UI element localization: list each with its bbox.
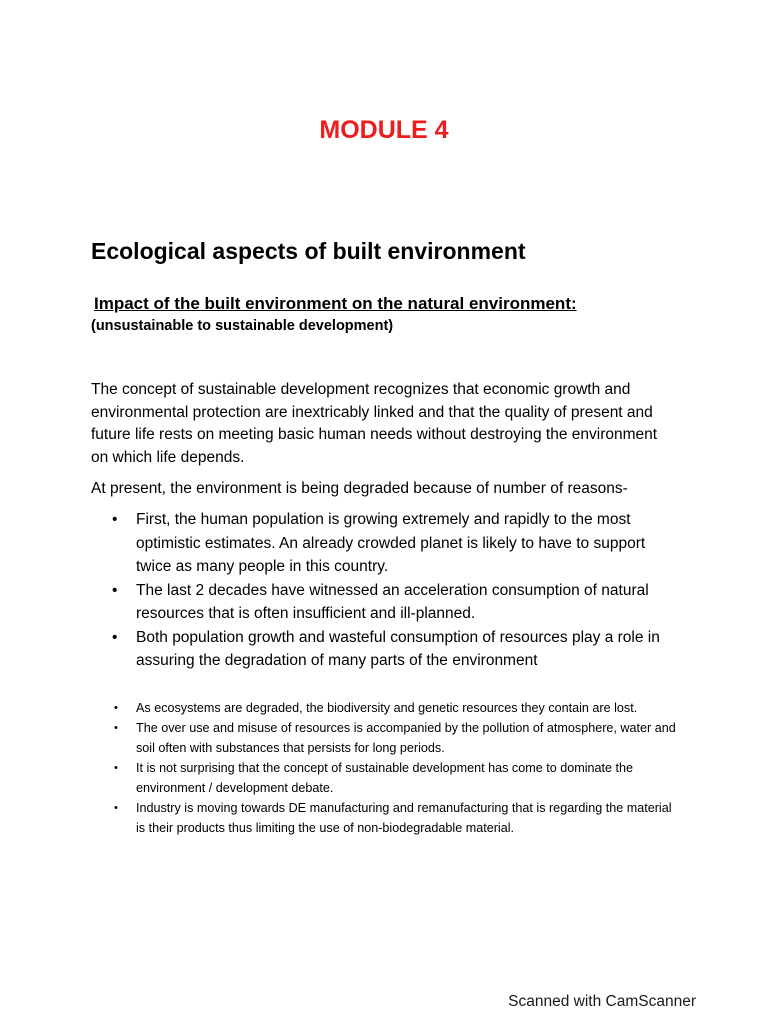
bullet-icon: • xyxy=(114,762,118,774)
list-item-text: The last 2 decades have witnessed an acceleration consumption of natural resources that is often insufficient and ill-planned. xyxy=(136,581,649,622)
list-item xyxy=(114,698,684,718)
sub-heading: Impact of the built environment on the natural environment: xyxy=(94,294,577,313)
list-item-text: Both population growth and wasteful consumption of resources play a role in assuring the degradation of many parts of the environment xyxy=(136,628,660,669)
list-item xyxy=(112,508,684,579)
list-item xyxy=(114,798,684,838)
intro-paragraph: The concept of sustainable development recognizes that economic growth and environmental protection are inextricably linked and that the quality of present and future life rests on meeting basic human needs without destroying the environment on which life depends. xyxy=(91,381,658,466)
list-item-text: It is not surprising that the concept of sustainable development has come to dominate the environment / development debate. xyxy=(136,761,634,795)
module-title: MODULE 4 xyxy=(319,116,449,144)
list-item xyxy=(114,758,684,798)
sub-note: (unsustainable to sustainable development) xyxy=(91,318,394,334)
scanner-watermark: Scanned with CamScanner xyxy=(508,993,696,1010)
list-item-text: Industry is moving towards DE manufacturing and remanufacturing that is regarding the material is their products thus limiting the use of non-biodegradable material. xyxy=(136,801,672,835)
present-paragraph: At present, the environment is being degraded because of number of reasons- xyxy=(91,480,628,497)
list-item xyxy=(112,579,684,626)
bullet-icon: • xyxy=(112,581,118,599)
list-item-text: The over use and misuse of resources is accompanied by the pollution of atmosphere, water and soil often with substances that persists for long periods. xyxy=(136,721,676,755)
list-item xyxy=(114,718,684,758)
bullet-icon: • xyxy=(114,722,118,734)
bullet-icon: • xyxy=(114,702,118,714)
primary-bullet-list xyxy=(112,508,684,673)
list-item-text: As ecosystems are degraded, the biodiversity and genetic resources they contain are lost. xyxy=(136,701,638,715)
bullet-icon: • xyxy=(112,628,118,646)
bullet-icon: • xyxy=(114,802,118,814)
secondary-bullet-list xyxy=(114,698,684,838)
main-heading: Ecological aspects of built environment xyxy=(91,238,526,264)
list-item-text: First, the human population is growing extremely and rapidly to the most optimistic estimates. An already crowded planet is likely to have to support twice as many people in this country. xyxy=(136,511,646,575)
list-item xyxy=(112,626,684,673)
bullet-icon: • xyxy=(112,511,118,528)
